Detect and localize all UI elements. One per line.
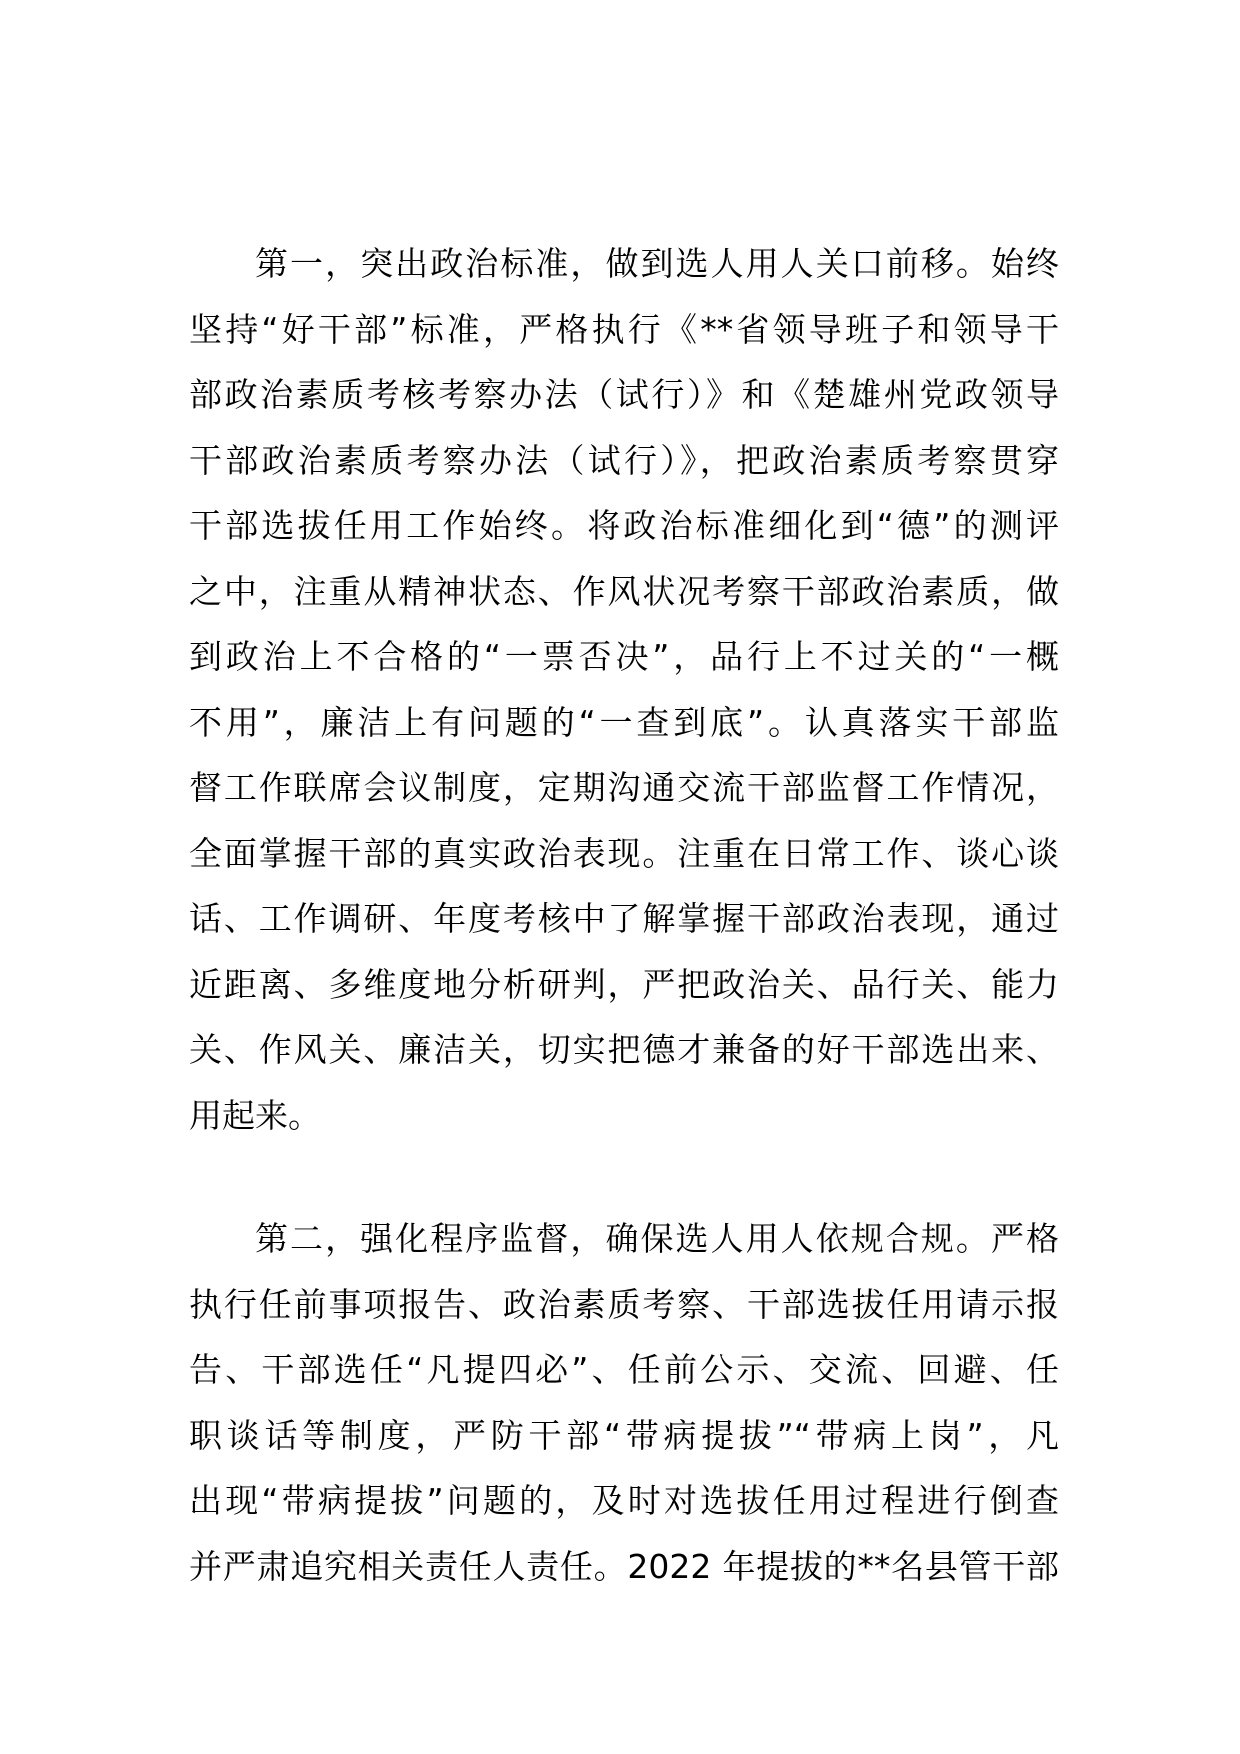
- paragraph-line: 并严肃追究相关责任人责任。2022 年提拔的**名县管干部: [189, 1546, 1059, 1586]
- paragraph-line: 告、干部选任“凡提四必”、任前公示、交流、回避、任: [189, 1350, 1059, 1389]
- paragraph-line: 坚持“好干部”标准，严格执行《**省领导班子和领导干: [189, 309, 1059, 349]
- paragraph-line: 话、工作调研、年度考核中了解掌握干部政治表现，通过: [189, 899, 1059, 938]
- paragraph-line: 之中，注重从精神状态、作风状况考察干部政治素质，做: [189, 571, 1059, 611]
- paragraph-line: 不用”，廉洁上有问题的“一查到底”。认真落实干部监: [189, 702, 1059, 742]
- paragraph-line: 到政治上不合格的“一票否决”，品行上不过关的“一概: [189, 637, 1059, 676]
- paragraph-line: 第一，突出政治标准，做到选人用人关口前移。始终: [255, 244, 1059, 283]
- paragraph-line: 用起来。: [189, 1095, 321, 1135]
- paragraph-line: 部政治素质考核考察办法（试行）》和《楚雄州党政领导: [189, 375, 1059, 414]
- paragraph-first: [189, 231, 1059, 1148]
- paragraph-line: 第二，强化程序监督，确保选人用人依规合规。严格: [255, 1219, 1059, 1258]
- paragraph-line: 干部政治素质考察办法（试行）》，把政治素质考察贯穿: [189, 440, 1059, 480]
- paragraph-line: 督工作联席会议制度，定期沟通交流干部监督工作情况，: [189, 768, 1059, 807]
- paragraph-line: 执行任前事项报告、政治素质考察、干部选拔任用请示报: [189, 1284, 1059, 1324]
- paragraph-line: 职谈话等制度，严防干部“带病提拔”“带病上岗”，凡: [189, 1415, 1059, 1455]
- paragraph-line: 干部选拔任用工作始终。将政治标准细化到“德”的测评: [189, 506, 1059, 545]
- paragraph-second: [189, 1206, 1059, 1599]
- paragraph-line: 全面掌握干部的真实政治表现。注重在日常工作、谈心谈: [189, 833, 1059, 873]
- paragraph-line: 近距离、多维度地分析研判，严把政治关、品行关、能力: [189, 964, 1059, 1004]
- paragraph-line: 出现“带病提拔”问题的，及时对选拔任用过程进行倒查: [189, 1481, 1059, 1520]
- paragraph-line: 关、作风关、廉洁关，切实把德才兼备的好干部选出来、: [189, 1030, 1059, 1069]
